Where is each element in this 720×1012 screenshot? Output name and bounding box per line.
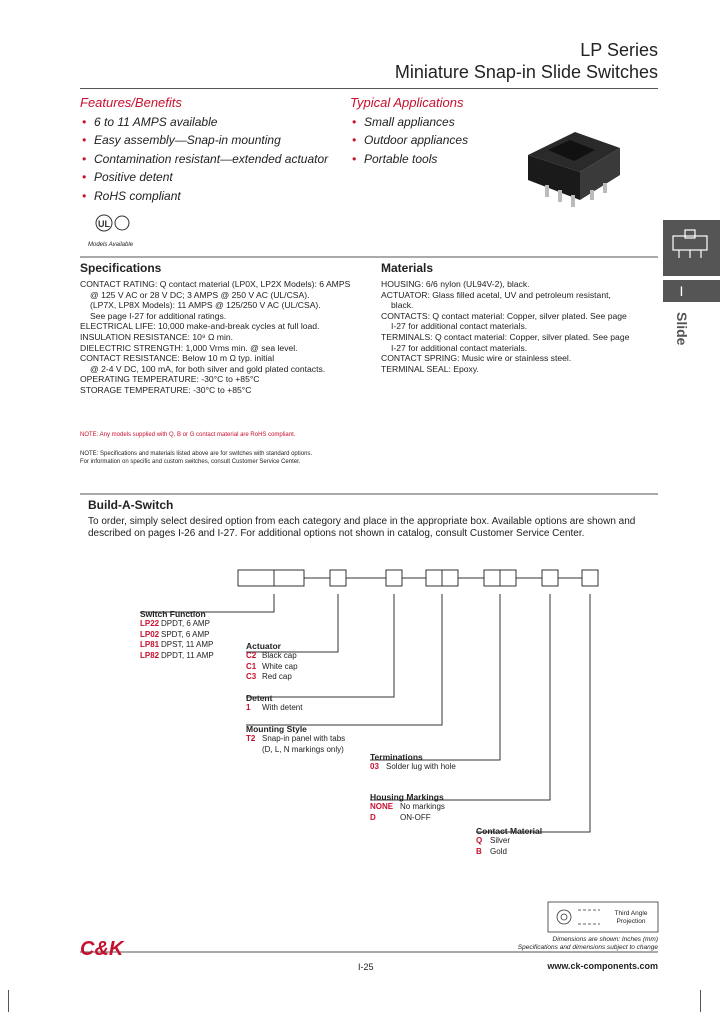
specifications-title: Specifications	[80, 261, 162, 275]
option-row: C1 White cap	[246, 661, 298, 671]
materials-body	[381, 279, 661, 374]
crop-mark	[700, 990, 701, 1012]
feature-item: • RoHS compliant	[80, 187, 328, 205]
feature-item: • Positive detent	[80, 168, 328, 186]
actuator-group	[246, 641, 298, 683]
page-number: I-25	[358, 962, 374, 972]
contact-material-group	[476, 826, 542, 857]
spec-line: @ 2-4 V DC, 100 mA, for both silver and gold plated contacts.	[90, 363, 326, 374]
spec-line: (LP7X, LP8X Models): 11 AMPS @ 125/250 V AC (UL/CSA).	[90, 300, 321, 311]
side-tab-letter: I	[679, 283, 684, 299]
switch-function-title: Switch Function	[140, 609, 206, 619]
material-line: black.	[391, 300, 414, 311]
website-link[interactable]: www.ck-components.com	[547, 961, 658, 971]
build-intro	[88, 516, 648, 540]
applications-title: Typical Applications	[350, 95, 464, 110]
option-row: NONE No markings	[370, 802, 445, 812]
side-tab-icon-box	[663, 220, 720, 276]
specifications-body	[80, 279, 370, 396]
materials-title: Materials	[381, 261, 434, 275]
spec-line: CONTACT RATING: Q contact material (LP0X, LP2X Models): 6 AMPS	[80, 279, 351, 289]
spec-line: DIELECTRIC STRENGTH: 1,000 Vrms min. @ sea level.	[80, 342, 298, 353]
build-a-switch-title: Build-A-Switch	[88, 498, 174, 512]
ul-cert-logo	[96, 215, 129, 231]
feature-item: • Easy assembly—Snap-in mounting	[80, 131, 328, 149]
mounting-style-title: Mounting Style	[246, 724, 307, 734]
option-row: LP82 DPDT, 11 AMP	[140, 650, 214, 660]
option-row: 03 Solder lug with hole	[370, 762, 456, 772]
spec-note-2: For information on specific and custom switches, consult Customer Service Center.	[80, 459, 301, 465]
application-item: • Outdoor appliances	[350, 131, 468, 149]
mounting-note: (D, L, N markings only)	[262, 744, 344, 754]
detent-group	[246, 693, 302, 714]
material-line: HOUSING: 6/6 nylon (UL94V-2), black.	[381, 279, 530, 289]
material-line: I-27 for additional contact materials.	[391, 321, 528, 332]
housing-markings-title: Housing Markings	[370, 792, 444, 802]
header-rule	[80, 88, 658, 89]
order-code-boxes	[238, 570, 598, 586]
side-tab-letter-box	[663, 280, 720, 302]
option-row: 1 With detent	[246, 703, 303, 713]
housing-markings-group	[370, 792, 445, 823]
disclaimer-line: Specifications and dimensions subject to change	[517, 944, 658, 951]
spec-line: See page I-27 for additional ratings.	[90, 310, 227, 321]
spec-line: INSULATION RESISTANCE: 10⁹ Ω min.	[80, 331, 234, 342]
build-intro-line: To order, simply select desired option from each category and place in the appropriate box. Available options are shown and	[88, 516, 636, 527]
page-subtitle: Miniature Snap-in Slide Switches	[394, 62, 658, 82]
feature-item: • Contamination resistant—extended actuator	[80, 150, 328, 168]
projection-label-line: Projection	[616, 918, 646, 925]
option-row: T2 Snap-in panel with tabs	[246, 734, 346, 744]
spec-line: @ 125 V AC or 28 V DC; 3 AMPS @ 250 V AC (UL/CSA).	[90, 289, 310, 300]
features-title: Features/Benefits	[80, 95, 182, 110]
option-row: LP81 DPST, 11 AMP	[140, 640, 214, 650]
crop-mark	[8, 990, 9, 1012]
build-intro-line: described on pages I-26 and I-27. For additional options not shown in catalog, consult Customer Service Center.	[88, 528, 585, 539]
switch-function-group	[140, 609, 214, 661]
spec-note-1: NOTE: Specifications and materials listed above are for switches with standard options.	[80, 451, 313, 457]
svg-text:UL: UL	[98, 219, 110, 229]
series-title: LP Series	[580, 40, 658, 60]
contact-material-title: Contact Material	[476, 826, 543, 836]
material-line: CONTACT SPRING: Music wire or stainless steel.	[381, 353, 572, 364]
option-row: LP22 DPDT, 6 AMP	[140, 619, 210, 629]
option-row: C2 Black cap	[246, 651, 297, 661]
spec-line: OPERATING TEMPERATURE: -30°C to +85°C	[80, 374, 260, 385]
material-line: I-27 for additional contact materials.	[391, 342, 528, 353]
feature-item: • 6 to 11 AMPS available	[80, 113, 328, 131]
disclaimer-line: Dimensions are shown: Inches (mm)	[552, 936, 658, 943]
actuator-title: Actuator	[246, 641, 281, 651]
features-list	[80, 113, 328, 205]
material-line: ACTUATOR: Glass filled acetal, UV and petroleum resistant,	[381, 289, 611, 300]
ck-logo: C&K	[80, 938, 124, 960]
spec-line: CONTACT RESISTANCE: Below 10 m Ω typ. initial	[80, 353, 275, 364]
side-tab-label: Slide	[674, 312, 690, 346]
applications-list	[350, 113, 468, 168]
material-line: CONTACTS: Q contact material: Copper, silver plated. See page	[381, 310, 627, 321]
switch-photo	[528, 132, 620, 207]
option-row: D ON-OFF	[370, 812, 431, 822]
application-item: • Small appliances	[350, 113, 468, 131]
cert-label: Models Available	[88, 242, 134, 248]
rohs-note: NOTE: Any models supplied with Q, B or G contact material are RoHS compliant.	[80, 432, 296, 438]
option-row: B Gold	[476, 846, 507, 856]
detent-title: Detent	[246, 693, 273, 703]
spec-line: STORAGE TEMPERATURE: -30°C to +85°C	[80, 384, 252, 395]
material-line: TERMINALS: Q contact material: Copper, silver plated. See page	[381, 331, 630, 342]
application-item: • Portable tools	[350, 150, 468, 168]
spec-line: ELECTRICAL LIFE: 10,000 make-and-break cycles at full load.	[80, 321, 320, 332]
projection-label-line: Third Angle	[614, 910, 648, 917]
option-row: Q Silver	[476, 836, 511, 846]
terminations-group	[370, 752, 456, 773]
terminations-title: Terminations	[370, 752, 423, 762]
material-line: TERMINAL SEAL: Epoxy.	[381, 363, 479, 374]
option-row: LP02 SPDT, 6 AMP	[140, 629, 210, 639]
projection-label	[608, 910, 654, 926]
mounting-style-group	[246, 724, 345, 755]
option-row: C3 Red cap	[246, 672, 292, 682]
